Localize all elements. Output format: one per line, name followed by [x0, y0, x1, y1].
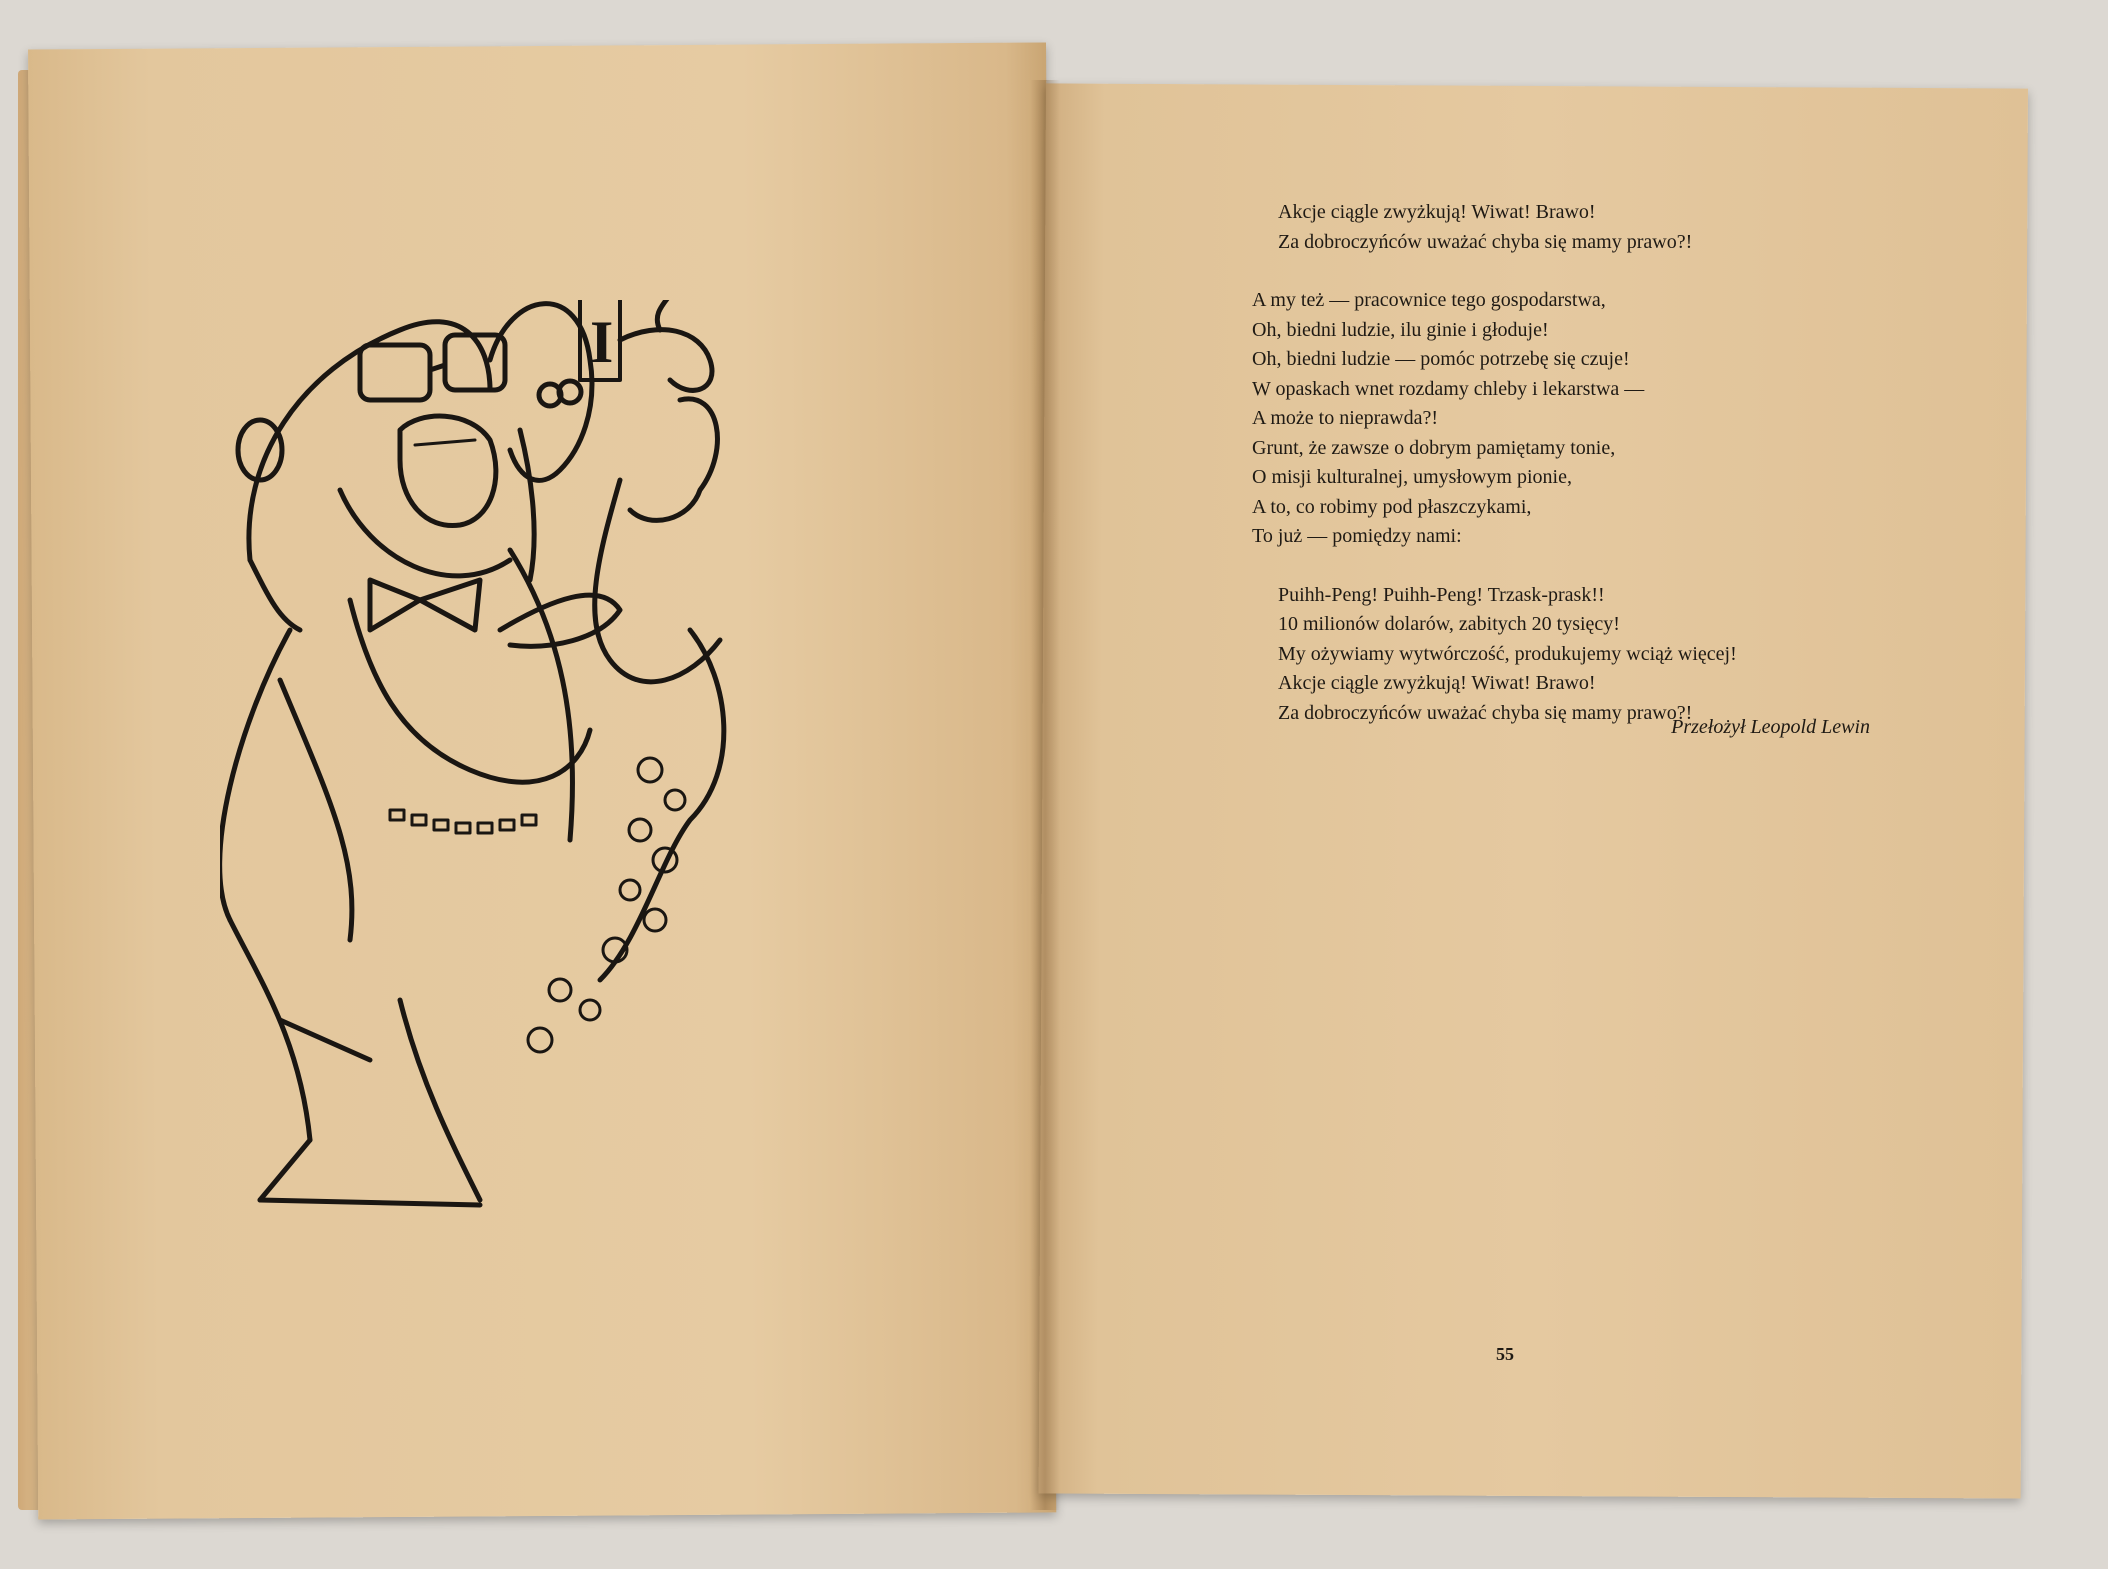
translator-credit: Przełożył Leopold Lewin	[1671, 716, 1870, 738]
poem-line: Puihh-Peng! Puihh-Peng! Trzask-prask!!	[1278, 583, 1605, 606]
poem-line: My ożywiamy wytwórczość, produkujemy wciąż więcej!	[1278, 642, 1737, 665]
book-gutter	[1030, 80, 1060, 1510]
poem-line: O misji kulturalnej, umysłowym pionie,	[1252, 466, 1572, 488]
poem-stanza	[1252, 198, 1892, 257]
poem-line: Oh, biedni ludzie, ilu ginie i głoduje!	[1252, 318, 1549, 341]
poem-line: Oh, biedni ludzie — pomóc potrzebę się czuje!	[1252, 348, 1630, 370]
poem-line: W opaskach wnet rozdamy chleby i lekarstwa —	[1252, 377, 1645, 400]
poem-line: Za dobroczyńców uważać chyba się mamy prawo?!	[1278, 230, 1693, 253]
poem-line: A my też — pracownice tego gospodarstwa,	[1252, 289, 1606, 311]
poem-stanza	[1252, 286, 1892, 552]
caricature-illustration	[220, 300, 980, 1240]
sign-letter: I	[590, 309, 614, 375]
poem-line: Akcje ciągle zwyżkują! Wiwat! Brawo!	[1278, 201, 1596, 223]
poem-text	[1252, 198, 1892, 757]
poem-line: A może to nieprawda?!	[1252, 407, 1439, 429]
poem-line: Akcje ciągle zwyżkują! Wiwat! Brawo!	[1278, 672, 1596, 694]
poem-line: 10 milionów dolarów, zabitych 20 tysięcy!	[1278, 613, 1620, 635]
poem-line: To już — pomiędzy nami:	[1252, 525, 1462, 547]
page-number: 55	[1496, 1344, 1514, 1364]
poem-line: A to, co robimy pod płaszczykami,	[1252, 495, 1532, 518]
poem-line: Grunt, że zawsze o dobrym pamiętamy tonie,	[1252, 436, 1616, 459]
poem-stanza	[1252, 581, 1892, 729]
poem-line: Za dobroczyńców uważać chyba się mamy prawo?!	[1278, 701, 1693, 724]
